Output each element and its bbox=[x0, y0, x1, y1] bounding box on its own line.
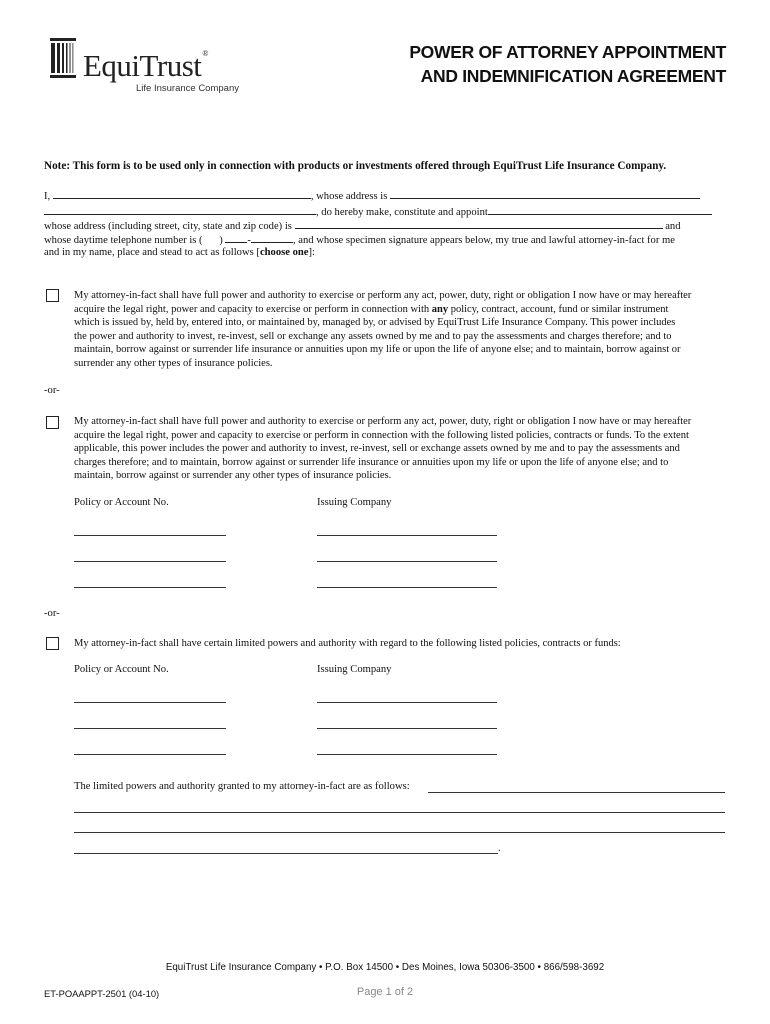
attorney-in-fact-text: , and whose specimen signature appears below, my true and lawful attorney-in-fact for me bbox=[292, 235, 675, 246]
option-3-policy-label: Policy or Account No. bbox=[74, 664, 169, 675]
form-number: ET-POAAPPT-2501 (04-10) bbox=[44, 988, 160, 999]
option-2-policy-field-1[interactable] bbox=[74, 535, 226, 536]
whose-address-label: , whose address is bbox=[310, 191, 388, 202]
equitrust-logo bbox=[50, 38, 250, 98]
option-2-checkbox[interactable] bbox=[46, 416, 59, 429]
option-3-policy-field-1[interactable] bbox=[74, 702, 226, 703]
option-3-checkbox[interactable] bbox=[46, 637, 59, 650]
logo-subtitle: Life Insurance Company bbox=[136, 83, 239, 94]
pillar-logo-icon bbox=[50, 38, 76, 78]
attorney-address-field[interactable] bbox=[295, 218, 663, 229]
limited-powers-period: . bbox=[498, 843, 501, 854]
limited-powers-field-4[interactable] bbox=[74, 853, 498, 854]
option-2-issuing-field-1[interactable] bbox=[317, 535, 497, 536]
logo-wordmark: EquiTrust® bbox=[83, 48, 208, 83]
principal-address-field[interactable] bbox=[390, 188, 700, 199]
option-2-issuing-field-2[interactable] bbox=[317, 561, 497, 562]
attorney-name-field[interactable] bbox=[488, 204, 712, 215]
intro-line-4: whose daytime telephone number is ( ) - , and whose specimen signature appears below, my true and lawful attorney-in-fact for me bbox=[44, 232, 734, 248]
option-3-policy-field-2[interactable] bbox=[74, 728, 226, 729]
phone-prefix-field[interactable] bbox=[225, 232, 247, 243]
option-2-policy-field-3[interactable] bbox=[74, 587, 226, 588]
option-1-text: My attorney-in-fact shall have full power and authority to exercise or perform any act, power, duty, right or obligation I now have or may hereafter acquire the legal right, power and capacity to exercise or perform in connection with any policy, contract, account, fund or similar instrument which is issued by, held by, entered into, or maintained by, managed by, or advised by EquiTrust Life Insurance Company. This power includes the power and authority to invest, re-invest, sell or exchange any assets owned by me and to pay the assessments and charges therefore; and to maintain, borrow against or surrender life insurance or annuities upon my life or upon the life of anyone else; and to maintain, borrow against or surrender any other types of insurance policies. bbox=[74, 289, 726, 371]
title-line-2: AND INDEMNIFICATION AGREEMENT bbox=[420, 66, 726, 86]
option-3-issuing-field-2[interactable] bbox=[317, 728, 497, 729]
principal-name-field[interactable] bbox=[53, 188, 311, 199]
option-2-policy-field-2[interactable] bbox=[74, 561, 226, 562]
or-separator-1: -or- bbox=[44, 385, 60, 396]
and-label: and bbox=[665, 221, 681, 232]
phone-number-field[interactable] bbox=[251, 232, 293, 243]
option-1-checkbox[interactable] bbox=[46, 289, 59, 302]
phone-label: whose daytime telephone number is ( bbox=[44, 235, 203, 246]
appoint-label: , do hereby make, constitute and appoint bbox=[316, 207, 488, 218]
principal-address-cont-field[interactable] bbox=[44, 204, 316, 215]
option-2-policy-label: Policy or Account No. bbox=[74, 497, 169, 508]
form-title bbox=[409, 40, 726, 88]
option-2-issuing-label: Issuing Company bbox=[317, 497, 392, 508]
limited-powers-field-2[interactable] bbox=[74, 812, 725, 813]
intro-line-1 bbox=[44, 188, 726, 204]
limited-powers-label: The limited powers and authority granted to my attorney-in-fact are as follows: bbox=[74, 781, 410, 792]
option-3-issuing-field-3[interactable] bbox=[317, 754, 497, 755]
option-2-issuing-field-3[interactable] bbox=[317, 587, 497, 588]
option-1-line-2: acquire the legal right, power and capacity to exercise or perform in connection with any policy, contract, account, fund or similar instrument bbox=[74, 303, 669, 315]
option-3-issuing-field-1[interactable] bbox=[317, 702, 497, 703]
form-note: Note: This form is to be used only in connection with products or investments offered through EquiTrust Life Insurance Company. bbox=[44, 160, 667, 172]
choose-one-label: choose one bbox=[259, 247, 309, 258]
limited-powers-field-1[interactable] bbox=[428, 792, 725, 793]
i-label: I, bbox=[44, 191, 51, 202]
option-3-issuing-label: Issuing Company bbox=[317, 664, 392, 675]
option-3-policy-field-3[interactable] bbox=[74, 754, 226, 755]
option-3-text: My attorney-in-fact shall have certain limited powers and authority with regard to the following listed policies, contracts or funds: bbox=[74, 638, 621, 649]
limited-powers-field-3[interactable] bbox=[74, 832, 725, 833]
attorney-address-label: whose address (including street, city, state and zip code) is bbox=[44, 221, 292, 232]
option-2-text: My attorney-in-fact shall have full power and authority to exercise or perform any act, power, duty, right or obligation I now have or may hereafter acquire the legal right, power and capacity to exercise or perform in connection with the following listed policies, contracts or funds. To the extent applicable, this power includes the power and authority to invest, re-invest, sell or exchange assets owned by me and to pay the assessments and charges therefore; and to maintain, borrow against or surrender life insurance or annuities upon my life or upon the life of anyone else; and to maintain, borrow against or surrender any other types of insurance policies. bbox=[74, 416, 692, 482]
title-line-1: POWER OF ATTORNEY APPOINTMENT bbox=[409, 42, 726, 62]
footer-address: EquiTrust Life Insurance Company • P.O. Box 14500 • Des Moines, Iowa 50306-3500 • 866/598-3692 bbox=[165, 962, 605, 973]
page-number: Page 1 of 2 bbox=[356, 986, 414, 998]
or-separator-2: -or- bbox=[44, 608, 60, 619]
intro-line-5: and in my name, place and stead to act as follows [choose one]: bbox=[44, 247, 315, 258]
